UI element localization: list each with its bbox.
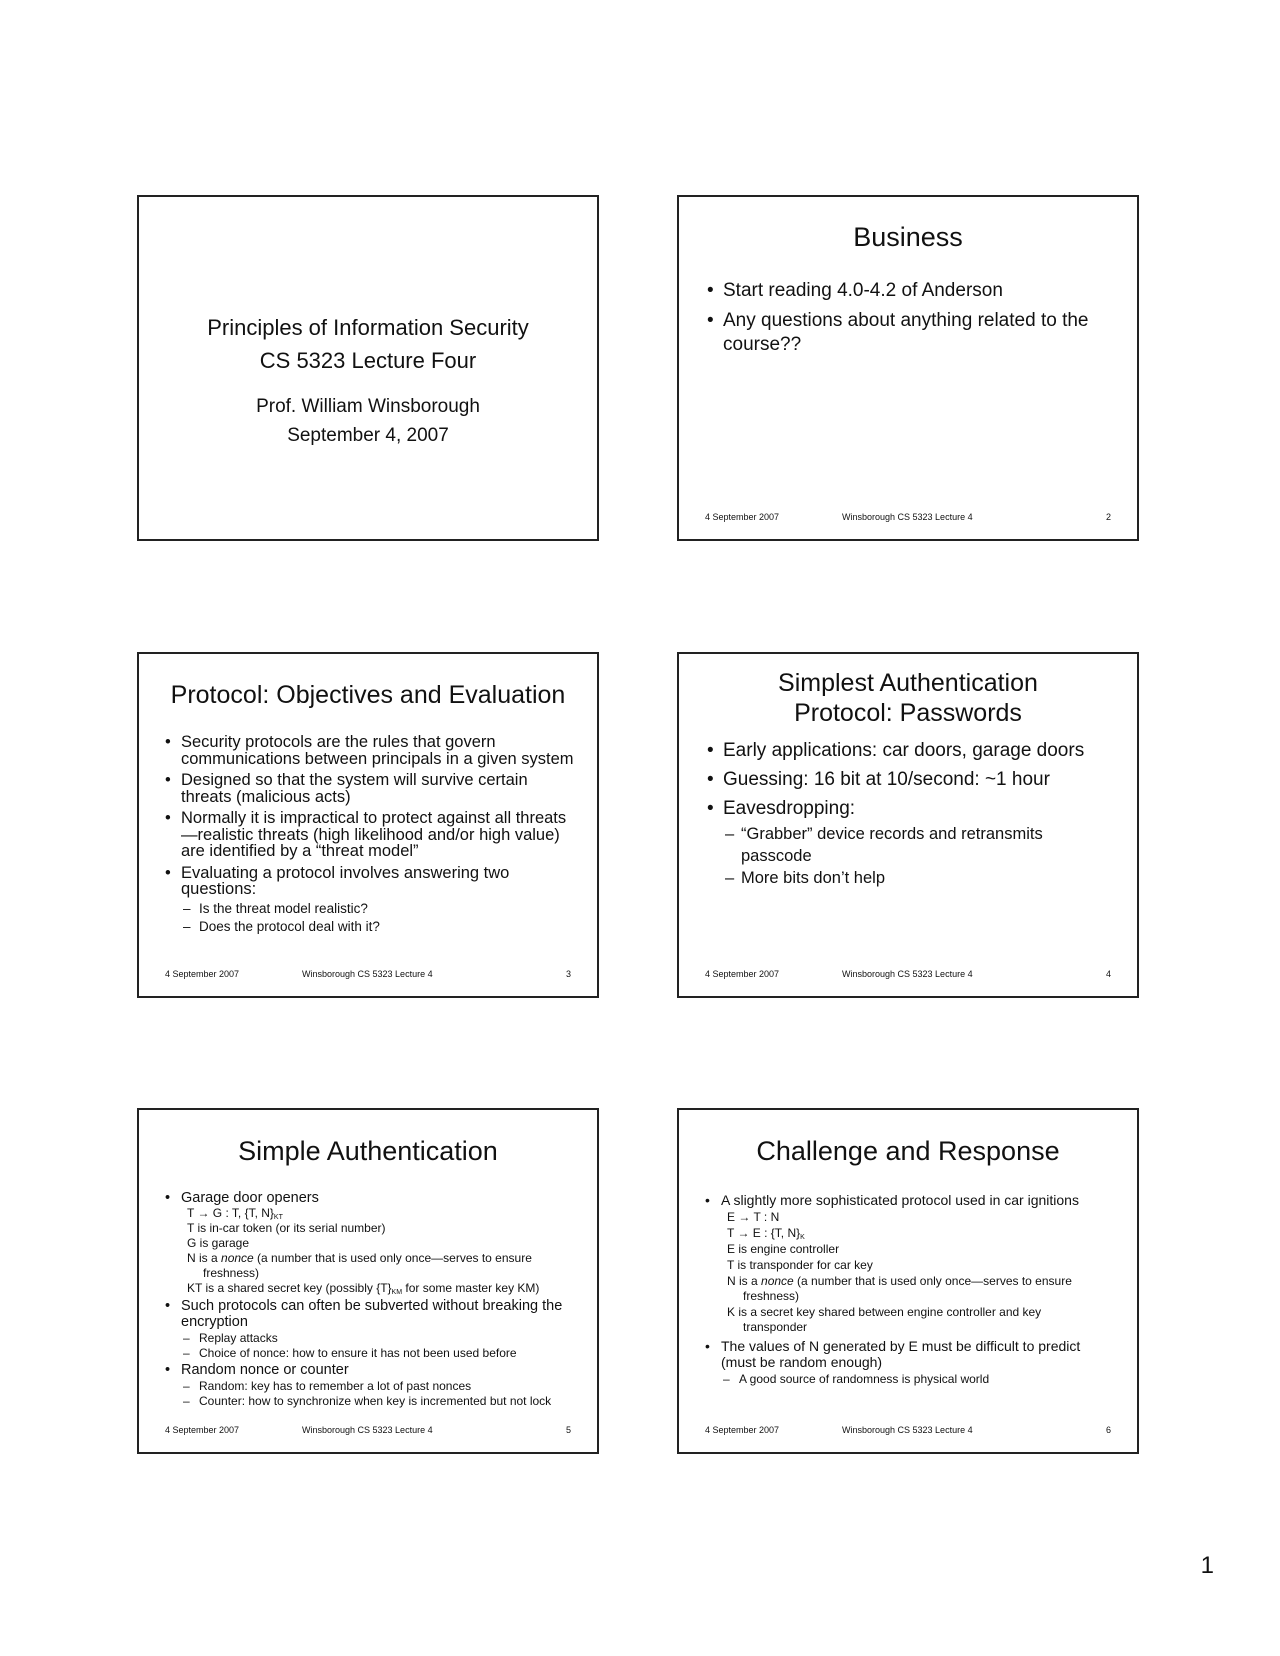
slide-number: 5 bbox=[565, 1425, 571, 1435]
definition-g: G is garage bbox=[187, 1236, 250, 1250]
footer-date: 4 September 2007 bbox=[705, 512, 780, 522]
slide-footer bbox=[705, 511, 1111, 523]
slide-number: 3 bbox=[565, 969, 571, 979]
def-text: (a number that is used only once—serves to ensure bbox=[793, 1273, 1072, 1288]
protocol-message-2 bbox=[721, 1226, 1117, 1241]
sub-bullet-item: – Choice of nonce: how to ensure it has not been used before bbox=[181, 1346, 577, 1361]
def-text: for some master key KM) bbox=[402, 1281, 540, 1295]
def-text: KT is a shared secret key (possibly {T} bbox=[187, 1281, 392, 1295]
bullet-text: Random nonce or counter bbox=[181, 1362, 349, 1378]
def-text: N is a bbox=[727, 1273, 762, 1288]
sub-bullet-list bbox=[723, 823, 1117, 889]
slide-title: Simple Authentication bbox=[238, 1136, 498, 1166]
sub-bullet-item: – Does the protocol deal with it? bbox=[181, 918, 577, 936]
slide-2-business bbox=[677, 195, 1139, 541]
bullet-item: • Start reading 4.0-4.2 of Anderson bbox=[705, 279, 1117, 303]
message-subscript: KT bbox=[273, 1214, 283, 1221]
def-text: (a number that is used only once—serves to ensure bbox=[253, 1251, 532, 1265]
bullet-list bbox=[705, 279, 1117, 363]
bullet-item: • Any questions about anything related to the course?? bbox=[705, 309, 1117, 357]
bullet-list bbox=[705, 738, 1117, 893]
author-name: Prof. William Winsborough bbox=[256, 396, 480, 417]
def-continuation: freshness) bbox=[203, 1266, 260, 1280]
sub-bullet-item: – Counter: how to synchronize when key is incremented but not lock bbox=[181, 1394, 577, 1409]
slide-4-passwords bbox=[677, 652, 1139, 998]
slide-1-title bbox=[137, 195, 599, 541]
bullet-item bbox=[703, 1192, 1117, 1335]
def-emphasis: nonce bbox=[761, 1273, 794, 1288]
bullet-text: A slightly more sophisticated protocol used in car ignitions bbox=[721, 1192, 1079, 1208]
bullet-text: Such protocols can often be subverted without breaking the encryption bbox=[181, 1298, 563, 1330]
lecture-date: September 4, 2007 bbox=[287, 425, 449, 446]
definition-n bbox=[721, 1274, 1117, 1304]
protocol-message-1: E → T : N bbox=[727, 1209, 780, 1224]
slide-title bbox=[687, 668, 1129, 728]
footer-date: 4 September 2007 bbox=[165, 1425, 240, 1435]
footer-date: 4 September 2007 bbox=[165, 969, 240, 979]
slide-title-line2: Protocol: Passwords bbox=[794, 699, 1022, 727]
bullet-item: • Early applications: car doors, garage doors bbox=[705, 738, 1117, 763]
footer-course: Winsborough CS 5323 Lecture 4 bbox=[842, 1425, 973, 1435]
course-title: Principles of Information Security bbox=[207, 315, 529, 340]
footer-course: Winsborough CS 5323 Lecture 4 bbox=[302, 1425, 433, 1435]
footer-course: Winsborough CS 5323 Lecture 4 bbox=[302, 969, 433, 979]
slide-number: 2 bbox=[1105, 512, 1111, 522]
bullet-text: Garage door openers bbox=[181, 1190, 319, 1206]
slide-title-line1: Simplest Authentication bbox=[778, 669, 1038, 697]
bullet-item bbox=[163, 1190, 577, 1296]
footer-date: 4 September 2007 bbox=[705, 1425, 780, 1435]
lecture-title: CS 5323 Lecture Four bbox=[259, 348, 477, 373]
def-continuation: transponder bbox=[743, 1319, 808, 1334]
bullet-text: The values of N generated by E must be difficult to predict (must be random enough) bbox=[721, 1337, 1081, 1370]
sub-bullet-item: – Replay attacks bbox=[181, 1331, 577, 1346]
def-text: N is a bbox=[187, 1251, 222, 1265]
bullet-item bbox=[705, 796, 1117, 889]
slide-number: 6 bbox=[1105, 1425, 1111, 1435]
protocol-message bbox=[181, 1206, 577, 1221]
sub-bullet-list bbox=[181, 900, 577, 936]
slide-footer bbox=[705, 1424, 1111, 1436]
page-number: 1 bbox=[1200, 1552, 1214, 1579]
slide-title: Protocol: Objectives and Evaluation bbox=[170, 681, 566, 709]
bullet-list bbox=[163, 734, 577, 941]
bullet-item bbox=[163, 865, 577, 936]
slide-6-challenge-response bbox=[677, 1108, 1139, 1454]
slide-number: 4 bbox=[1105, 969, 1111, 979]
bullet-item bbox=[163, 1298, 577, 1360]
definition-n bbox=[181, 1251, 577, 1281]
slide-3-protocol-objectives bbox=[137, 652, 599, 998]
sub-bullet-item: – Random: key has to remember a lot of past nonces bbox=[181, 1379, 577, 1394]
message-text: T → G : T, {T, N} bbox=[187, 1206, 274, 1220]
sub-bullet-list bbox=[181, 1331, 577, 1360]
bullet-item bbox=[163, 1362, 577, 1408]
sub-bullet-item: – A good source of randomness is physical world bbox=[721, 1372, 1117, 1387]
sub-bullet-item: – “Grabber” device records and retransmits passcode bbox=[723, 823, 1117, 867]
bullet-item: • Designed so that the system will survive certain threats (malicious acts) bbox=[163, 772, 577, 805]
bullet-item: • Normally it is impractical to protect against all threats—realistic threats (high likelihood and/or high value) are identified by a “threat model” bbox=[163, 810, 577, 860]
def-continuation: freshness) bbox=[743, 1288, 800, 1303]
footer-date: 4 September 2007 bbox=[705, 969, 780, 979]
slide-title: Challenge and Response bbox=[756, 1136, 1060, 1166]
bullet-item: • Guessing: 16 bit at 10/second: ~1 hour bbox=[705, 767, 1117, 792]
bullet-item: • Security protocols are the rules that govern communications between principals in a given system bbox=[163, 734, 577, 767]
footer-course: Winsborough CS 5323 Lecture 4 bbox=[842, 512, 973, 522]
def-emphasis: nonce bbox=[221, 1251, 254, 1265]
slide-footer bbox=[165, 968, 571, 980]
bullet-text: Evaluating a protocol involves answering two questions: bbox=[181, 863, 510, 898]
bullet-list bbox=[703, 1192, 1117, 1390]
definition-t: T is in-car token (or its serial number) bbox=[187, 1221, 386, 1235]
definition-e: E is engine controller bbox=[727, 1241, 840, 1256]
message-subscript: K bbox=[800, 1233, 805, 1241]
definition-t: T is transponder for car key bbox=[727, 1257, 873, 1272]
message-text: T → E : {T, N} bbox=[727, 1225, 801, 1240]
sub-bullet-item: – Is the threat model realistic? bbox=[181, 900, 577, 918]
bullet-item bbox=[703, 1338, 1117, 1387]
def-text: K is a secret key shared between engine controller and key bbox=[727, 1304, 1042, 1319]
slide-footer bbox=[705, 968, 1111, 980]
slide-title: Business bbox=[853, 222, 963, 252]
bullet-list bbox=[163, 1190, 577, 1410]
sub-bullet-list bbox=[181, 1379, 577, 1408]
footer-course: Winsborough CS 5323 Lecture 4 bbox=[842, 969, 973, 979]
slide-5-simple-authentication bbox=[137, 1108, 599, 1454]
sub-bullet-item: – More bits don’t help bbox=[723, 867, 1117, 889]
def-subscript: KM bbox=[391, 1289, 403, 1296]
bullet-text: Eavesdropping: bbox=[723, 798, 856, 819]
definition-kt bbox=[181, 1281, 577, 1296]
definition-k bbox=[721, 1305, 1117, 1335]
slide-footer bbox=[165, 1424, 571, 1436]
sub-bullet-list bbox=[721, 1372, 1117, 1387]
